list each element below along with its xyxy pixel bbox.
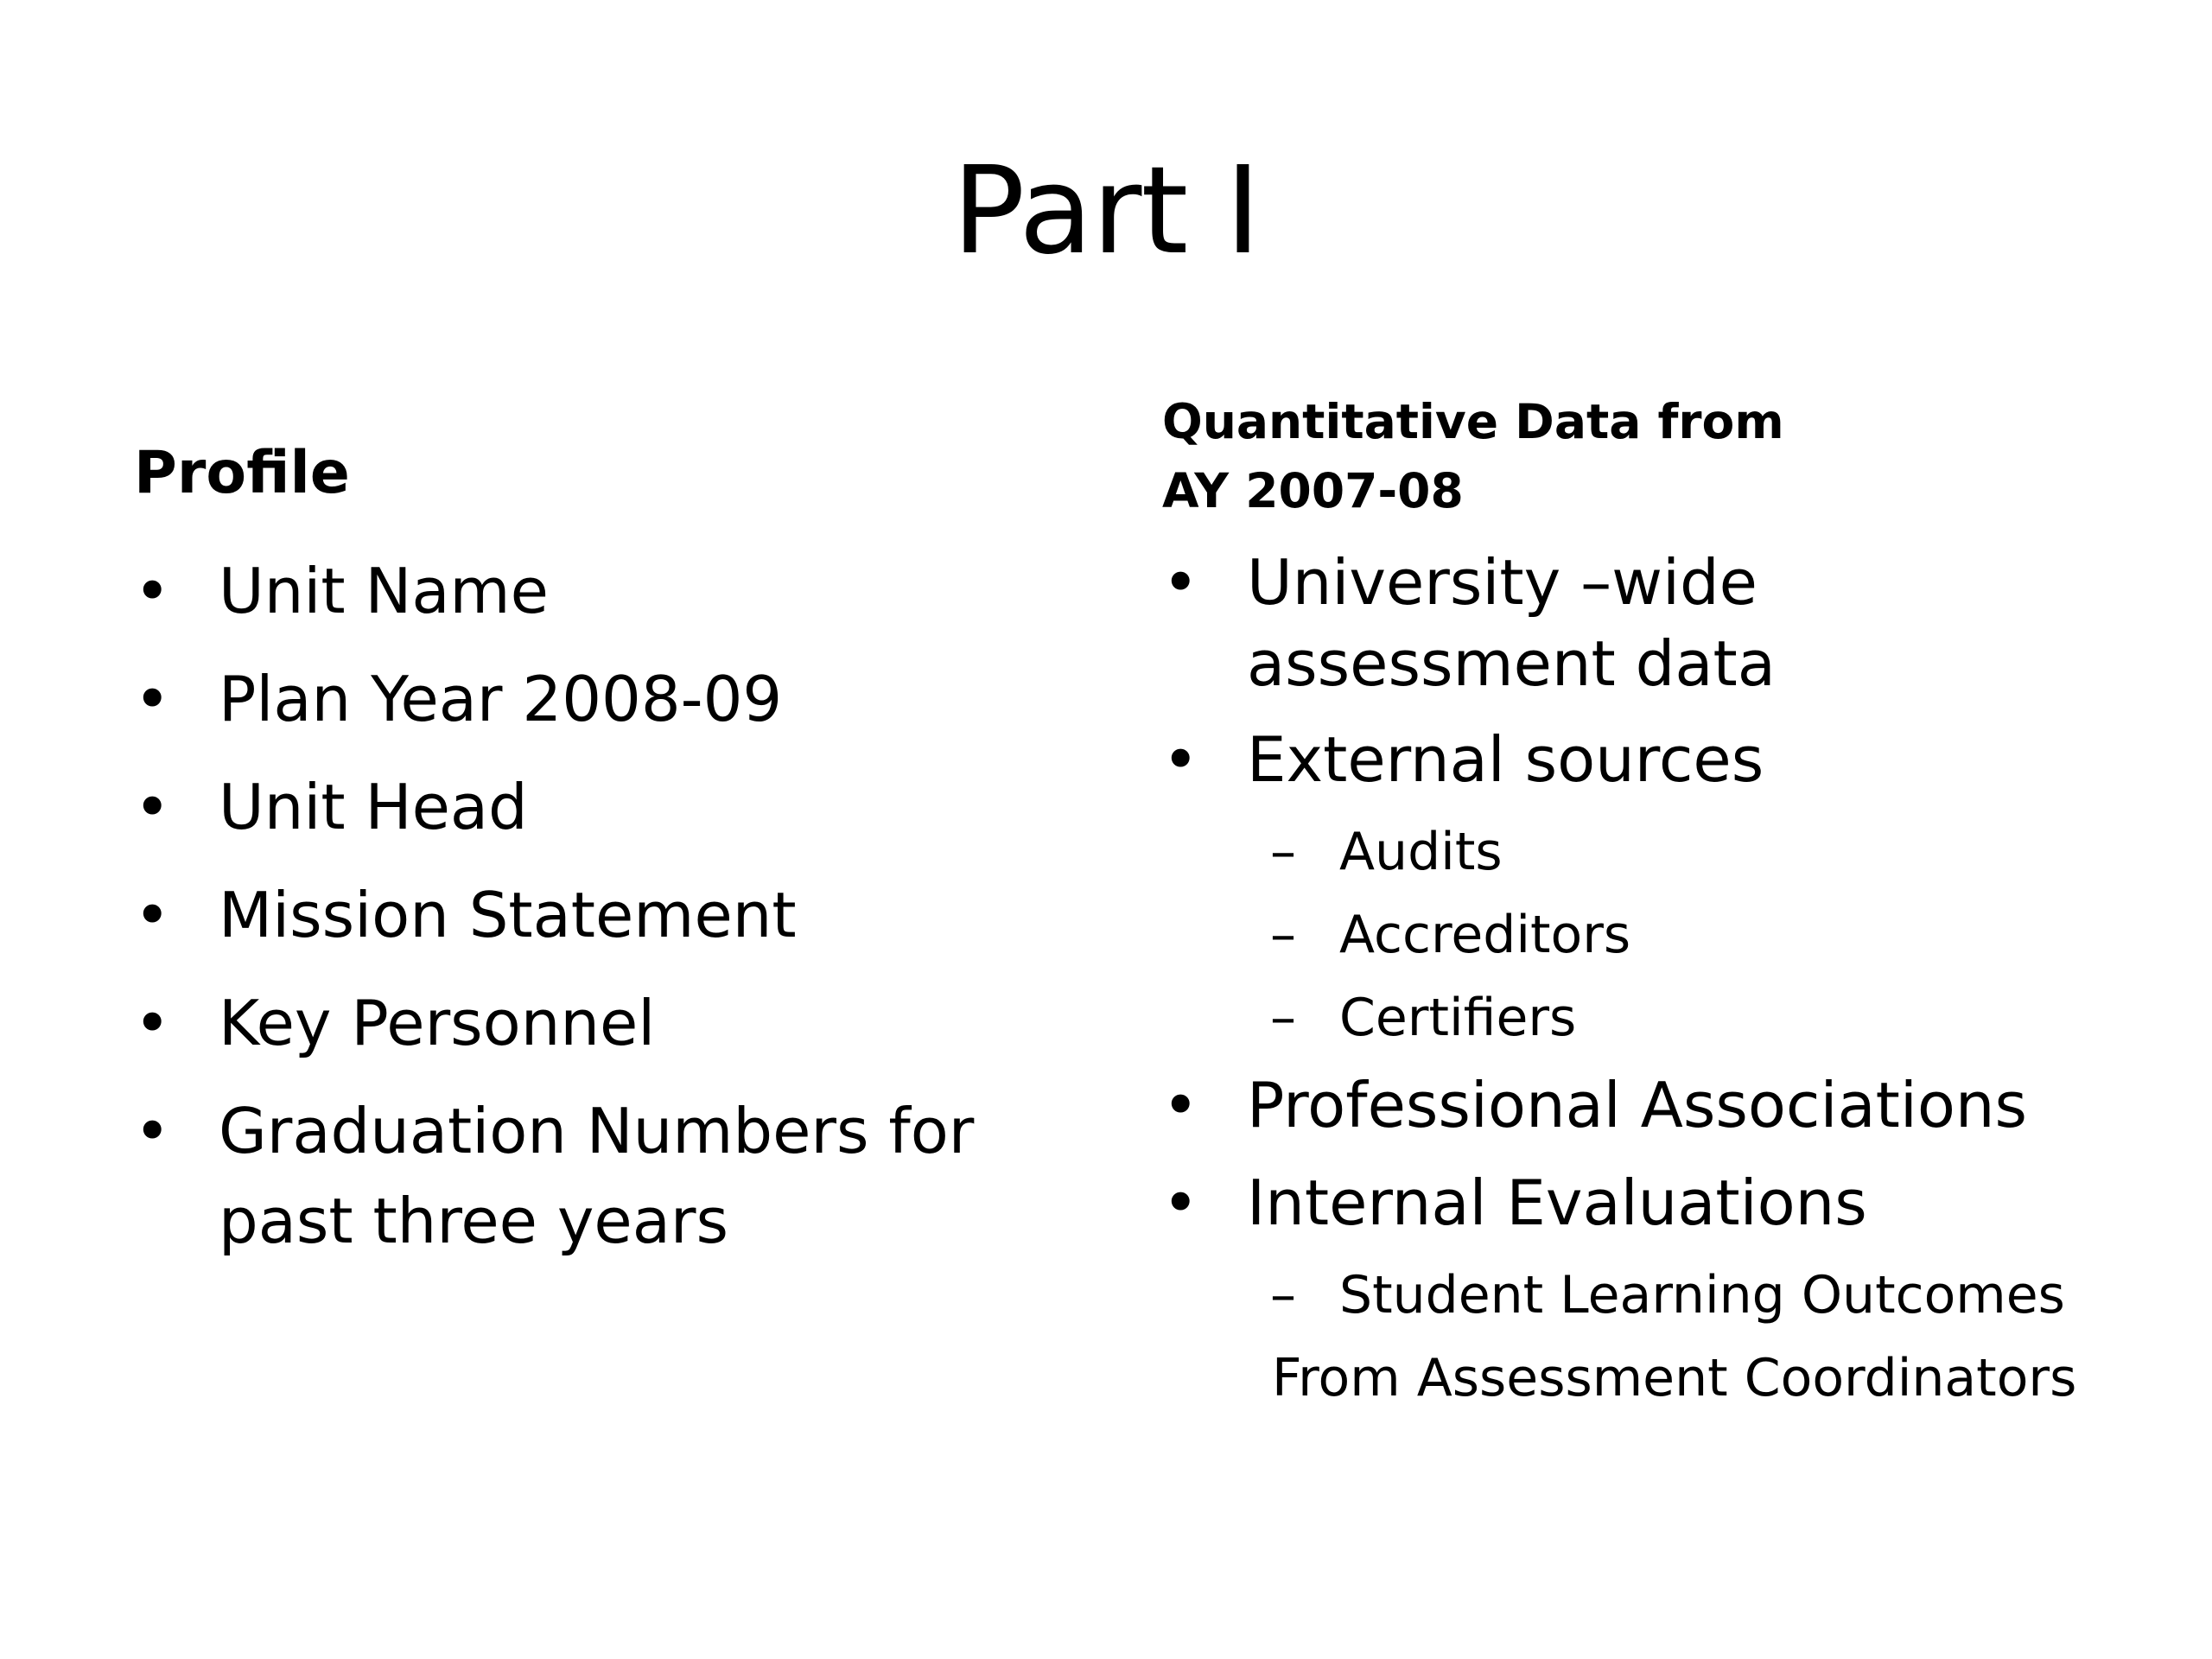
- sub-list-item-text: Certifiers: [1339, 988, 1577, 1048]
- list-item-text: External sources: [1247, 723, 1764, 796]
- sub-list-item-continuation: From Assessment Coordinators: [1272, 1348, 2077, 1408]
- list-item-text: Graduation Numbers for: [219, 1095, 975, 1167]
- bullet-icon: •: [1162, 1069, 1199, 1141]
- dash-icon: –: [1270, 905, 1296, 965]
- list-item-text: University –wide: [1247, 546, 1758, 619]
- heading-line: AY 2007-08: [1162, 463, 1464, 518]
- bullet-icon: •: [134, 663, 171, 735]
- list-item-text: Professional Associations: [1247, 1069, 2028, 1141]
- sub-list-item-text: Accreditors: [1339, 905, 1631, 965]
- slide-title: Part I: [951, 141, 1261, 282]
- bullet-icon: •: [134, 555, 171, 627]
- list-item-text: Unit Name: [219, 555, 549, 627]
- profile-heading: Profile: [134, 439, 350, 507]
- dash-icon: –: [1270, 1265, 1296, 1325]
- sub-list-item-text: Student Learning Outcomes: [1339, 1265, 2065, 1325]
- bullet-icon: •: [134, 1095, 171, 1167]
- list-item-text: Key Personnel: [219, 987, 656, 1059]
- bullet-icon: •: [134, 771, 171, 843]
- list-item-text: Internal Evaluations: [1247, 1166, 1867, 1239]
- bullet-icon: •: [1162, 723, 1199, 796]
- bullet-icon: •: [1162, 546, 1199, 619]
- list-item-text: Mission Statement: [219, 879, 797, 951]
- list-item-text: Plan Year 2008-09: [219, 663, 783, 735]
- list-item-text: Unit Head: [219, 771, 528, 843]
- quantitative-data-heading: [1162, 387, 1784, 525]
- heading-line: Quantitative Data from: [1162, 394, 1784, 449]
- bullet-icon: •: [1162, 1166, 1199, 1239]
- sub-list-item-text: Audits: [1339, 822, 1503, 882]
- dash-icon: –: [1270, 822, 1296, 882]
- list-item-text: past three years: [219, 1185, 728, 1257]
- dash-icon: –: [1270, 988, 1296, 1048]
- list-item-text: assessment data: [1247, 627, 1776, 700]
- bullet-icon: •: [134, 879, 171, 951]
- bullet-icon: •: [134, 987, 171, 1059]
